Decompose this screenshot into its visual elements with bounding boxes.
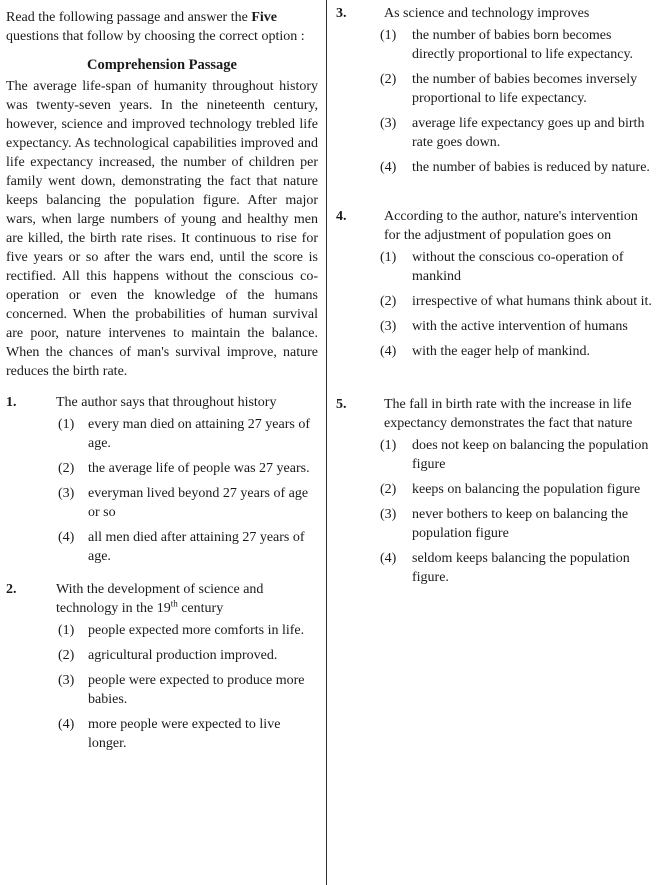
- option-number: (3): [380, 116, 397, 131]
- option[interactable]: [336, 317, 652, 336]
- option-text: the number of babies is reduced by nature.: [412, 160, 650, 175]
- question-stem: According to the author, nature's intervention for the adjustment of population goes on: [384, 209, 638, 243]
- option-text: seldom keeps balancing the population figure.: [412, 551, 630, 585]
- question-stem: The author says that throughout history: [56, 395, 277, 410]
- question-stem: With the development of science and technology in the 19th century: [56, 582, 264, 616]
- option-text: the number of babies born becomes directly proportional to life expectancy.: [412, 28, 634, 62]
- option-text: people expected more comforts in life.: [88, 623, 305, 638]
- option[interactable]: [336, 436, 652, 474]
- option[interactable]: [6, 715, 318, 753]
- question-1: [6, 393, 318, 566]
- option[interactable]: [336, 342, 652, 361]
- option-text: people were expected to produce more babies.: [88, 673, 305, 707]
- option-number: (1): [58, 417, 75, 432]
- option-text: with the active intervention of humans: [412, 319, 628, 334]
- option-list: [336, 248, 652, 361]
- option-number: (2): [380, 72, 397, 87]
- option-number: (3): [58, 486, 75, 501]
- question-3: [336, 4, 652, 177]
- option-text: the average life of people was 27 years.: [88, 461, 310, 476]
- instructions: [6, 8, 318, 46]
- option-number: (4): [380, 344, 397, 359]
- option-number: (3): [380, 507, 397, 522]
- question-number: 3.: [336, 6, 347, 21]
- passage-title: Comprehension Passage: [87, 57, 237, 73]
- option[interactable]: [336, 549, 652, 587]
- question-number: 4.: [336, 209, 347, 224]
- option[interactable]: [336, 248, 652, 286]
- question-4: [336, 207, 652, 361]
- option[interactable]: [6, 528, 318, 566]
- question-2: [6, 580, 318, 753]
- option[interactable]: [6, 415, 318, 453]
- instructions-text-end: questions that follow by choosing the correct option :: [6, 29, 305, 44]
- option-number: (1): [380, 250, 397, 265]
- option-number: (4): [380, 551, 397, 566]
- option-number: (2): [58, 461, 75, 476]
- option-number: (1): [380, 28, 397, 43]
- column-divider: [326, 0, 327, 885]
- instructions-text: Read the following passage and answer the: [6, 10, 252, 25]
- option[interactable]: [336, 26, 652, 64]
- option-number: (4): [380, 160, 397, 175]
- option-list: [336, 26, 652, 177]
- option[interactable]: [6, 646, 318, 665]
- option[interactable]: [336, 158, 652, 177]
- option[interactable]: [336, 70, 652, 108]
- option-text: more people were expected to live longer.: [88, 717, 281, 751]
- option-text: with the eager help of mankind.: [412, 344, 591, 359]
- option-text: the number of babies becomes inversely proportional to life expectancy.: [412, 72, 638, 106]
- option-number: (2): [58, 648, 75, 663]
- option-text: average life expectancy goes up and birth rate goes down.: [412, 116, 645, 150]
- question-stem: As science and technology improves: [384, 6, 590, 21]
- option[interactable]: [336, 114, 652, 152]
- option-text: does not keep on balancing the population figure: [412, 438, 649, 472]
- question-number: 2.: [6, 582, 17, 597]
- option-number: (2): [380, 294, 397, 309]
- option-text: every man died on attaining 27 years of age.: [88, 417, 310, 451]
- option-number: (1): [380, 438, 397, 453]
- passage-body: The average life-span of humanity throughout history was twenty-seven years. In the nineteenth century, however, science and improved technology trebled life expectancy. As technological capabilities improved and life expectancy increased, the number of children per family went down, demonstrating the fact that nature keeps balancing the population figure. After major wars, when large numbers of young and healthy men are killed, the birth rate rises. It continuous to rise for five years or so after the wars end, until the score is rectified. All this happens without the conscious co-operation or even the knowledge of the humans concerned. When the probabilities of human survival are poor, nature intervenes to maintain the balance. When the chances of man's survival improve, nature reduces the birth rate.: [6, 79, 318, 379]
- option[interactable]: [6, 459, 318, 478]
- option-text: keeps on balancing the population figure: [412, 482, 641, 497]
- instructions-bold-word: Five: [251, 10, 277, 25]
- option-text: everyman lived beyond 27 years of age or so: [88, 486, 309, 520]
- option-list: [6, 621, 318, 753]
- question-5: [336, 395, 652, 587]
- right-column: [336, 0, 652, 593]
- option-text: without the conscious co-operation of mankind: [412, 250, 624, 284]
- option[interactable]: [336, 505, 652, 543]
- option-text: never bothers to keep on balancing the population figure: [412, 507, 629, 541]
- question-number: 1.: [6, 395, 17, 410]
- option-number: (4): [58, 530, 75, 545]
- question-number: 5.: [336, 397, 347, 412]
- option[interactable]: [336, 292, 652, 311]
- option-text: all men died after attaining 27 years of age.: [88, 530, 305, 564]
- question-stem: The fall in birth rate with the increase in life expectancy demonstrates the fact that nature: [384, 397, 633, 431]
- option-text: irrespective of what humans think about it.: [412, 294, 652, 309]
- option-number: (3): [380, 319, 397, 334]
- option-text: agricultural production improved.: [88, 648, 278, 663]
- option-number: (4): [58, 717, 75, 732]
- option[interactable]: [336, 480, 652, 499]
- option-list: [336, 436, 652, 587]
- option-number: (3): [58, 673, 75, 688]
- option[interactable]: [6, 621, 318, 640]
- option[interactable]: [6, 484, 318, 522]
- option-list: [6, 415, 318, 566]
- option[interactable]: [6, 671, 318, 709]
- option-number: (1): [58, 623, 75, 638]
- left-column: [6, 0, 318, 759]
- option-number: (2): [380, 482, 397, 497]
